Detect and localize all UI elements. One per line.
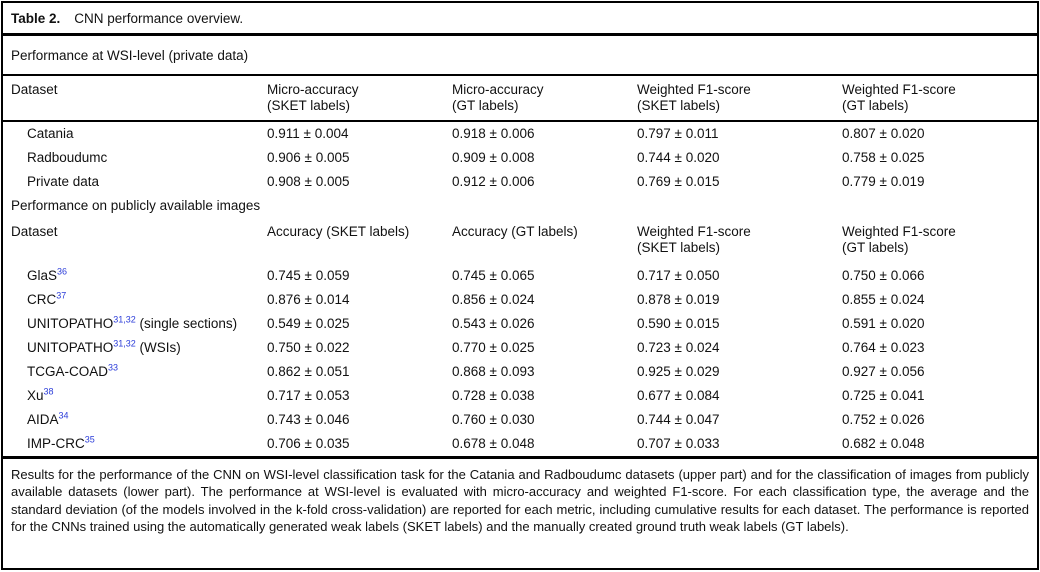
- section-heading-wsi: Performance at WSI-level (private data): [11, 47, 249, 63]
- value-cell: 0.911 ± 0.004: [267, 126, 349, 141]
- value-cell: 0.682 ± 0.048: [842, 436, 925, 451]
- value-cell: 0.862 ± 0.051: [267, 364, 350, 379]
- table-footnote: Results for the performance of the CNN on WSI-level classification task for the Catania and Radboudumc datasets (upper part) and for the classification of images from publicly available datasets (lower part). The performance at WSI-level is evaluated with micro-accuracy and weighted F1-score. For each classification type, the average and the standard deviation (of the models involved in the k-fold cross-validation) are reported for each metric, including cumulative results for each dataset. The performance is reported for the CNNs trained using the automatically generated weak labels (SKET labels) and the manually created ground truth weak labels (GT labels).: [11, 467, 1029, 535]
- dataset-name: IMP-CRC: [27, 436, 85, 451]
- value-cell: 0.744 ± 0.047: [637, 412, 720, 427]
- column-header-micro-accuracy-sket: [267, 76, 452, 121]
- value-cell: 0.707 ± 0.033: [637, 436, 720, 451]
- value-cell: 0.909 ± 0.008: [452, 150, 535, 165]
- table-title: [3, 3, 1037, 33]
- column-header-dataset: [3, 218, 267, 264]
- dataset-name-cell: [3, 121, 267, 146]
- section-heading-public: Performance on publicly available images: [11, 198, 261, 213]
- value-cell: 0.591 ± 0.020: [842, 316, 925, 331]
- column-header-micro-accuracy-gt: [452, 76, 637, 121]
- value-cell: 0.868 ± 0.093: [452, 364, 535, 379]
- column-header-line1: Micro-accuracy: [452, 82, 544, 97]
- column-header-line1: Weighted F1-score: [637, 82, 751, 97]
- table-row-unitopatho-wsis: [3, 336, 1037, 360]
- table-row-glas: [3, 264, 1037, 288]
- column-header-line2: (SKET labels): [637, 98, 721, 113]
- reference-superscript[interactable]: 35: [84, 434, 95, 445]
- table-row-radboudumc: [3, 146, 1037, 170]
- dataset-name-cell: [3, 432, 267, 456]
- value-cell: 0.856 ± 0.024: [452, 292, 535, 307]
- value-cell: 0.876 ± 0.014: [267, 292, 350, 307]
- column-header-line1: Micro-accuracy: [267, 82, 359, 97]
- reference-superscript[interactable]: 34: [58, 410, 69, 421]
- value-cell: 0.908 ± 0.005: [267, 174, 350, 189]
- value-cell: 0.878 ± 0.019: [637, 292, 720, 307]
- dataset-name-cell: [3, 264, 267, 288]
- table-caption: CNN performance overview.: [74, 10, 244, 26]
- section-heading-public-row: [3, 194, 1037, 218]
- reference-superscript[interactable]: 37: [56, 290, 67, 301]
- value-cell: 0.752 ± 0.026: [842, 412, 925, 427]
- column-header-accuracy-gt: [452, 218, 637, 264]
- dataset-name: UNITOPATHO: [27, 340, 114, 355]
- value-cell: 0.677 ± 0.084: [637, 388, 720, 403]
- dataset-name-cell: [3, 336, 267, 360]
- dataset-name: AIDA: [27, 412, 59, 427]
- value-cell: 0.758 ± 0.025: [842, 150, 925, 165]
- column-header-line1: Accuracy (GT labels): [452, 224, 578, 239]
- value-cell: 0.918 ± 0.006: [452, 126, 535, 141]
- value-cell: 0.725 ± 0.041: [842, 388, 925, 403]
- value-cell: 0.807 ± 0.020: [842, 126, 925, 141]
- table-row-imp-crc: [3, 432, 1037, 456]
- value-cell: 0.549 ± 0.025: [267, 316, 350, 331]
- dataset-name-cell: [3, 360, 267, 384]
- dataset-name: Radboudumc: [27, 150, 108, 165]
- column-header-weighted-f1-gt: [842, 76, 1037, 121]
- performance-table: [3, 76, 1037, 456]
- value-cell: 0.745 ± 0.059: [267, 268, 350, 283]
- dataset-name-suffix: (single sections): [135, 316, 238, 331]
- column-header-line2: (GT labels): [842, 98, 909, 113]
- value-cell: 0.750 ± 0.066: [842, 268, 925, 283]
- column-header-line1: Weighted F1-score: [842, 82, 956, 97]
- value-cell: 0.745 ± 0.065: [452, 268, 535, 283]
- table-row-catania: [3, 121, 1037, 146]
- column-header-line1: Dataset: [11, 82, 58, 97]
- dataset-name-cell: [3, 408, 267, 432]
- column-header-line2: (GT labels): [842, 240, 909, 255]
- dataset-name-cell: [3, 312, 267, 336]
- column-header-line1: Dataset: [11, 224, 58, 239]
- column-header-line2: (SKET labels): [637, 240, 721, 255]
- dataset-name: TCGA-COAD: [27, 364, 108, 379]
- table-frame: [1, 1, 1039, 570]
- dataset-name: UNITOPATHO: [27, 316, 114, 331]
- table-row-unitopatho-single: [3, 312, 1037, 336]
- column-header-accuracy-sket: [267, 218, 452, 264]
- table-header-row-public: [3, 218, 1037, 264]
- column-header-dataset: [3, 76, 267, 121]
- column-header-line2: (GT labels): [452, 98, 519, 113]
- value-cell: 0.925 ± 0.029: [637, 364, 720, 379]
- reference-superscript[interactable]: 31,32: [113, 314, 136, 325]
- value-cell: 0.723 ± 0.024: [637, 340, 720, 355]
- column-header-line1: Weighted F1-score: [842, 224, 956, 239]
- table-row-aida: [3, 408, 1037, 432]
- dataset-name: Private data: [27, 174, 100, 189]
- dataset-name: Xu: [27, 388, 44, 403]
- column-header-weighted-f1-sket: [637, 76, 842, 121]
- value-cell: 0.764 ± 0.023: [842, 340, 925, 355]
- value-cell: 0.797 ± 0.011: [637, 126, 719, 141]
- table-number: Table 2.: [11, 10, 61, 26]
- dataset-name-cell: [3, 170, 267, 194]
- value-cell: 0.779 ± 0.019: [842, 174, 925, 189]
- reference-superscript[interactable]: 38: [43, 386, 54, 397]
- reference-superscript[interactable]: 33: [108, 362, 119, 373]
- column-header-line1: Accuracy (SKET labels): [267, 224, 410, 239]
- value-cell: 0.770 ± 0.025: [452, 340, 535, 355]
- value-cell: 0.912 ± 0.006: [452, 174, 535, 189]
- value-cell: 0.717 ± 0.050: [637, 268, 720, 283]
- value-cell: 0.760 ± 0.030: [452, 412, 535, 427]
- value-cell: 0.678 ± 0.048: [452, 436, 535, 451]
- value-cell: 0.855 ± 0.024: [842, 292, 925, 307]
- dataset-name-cell: [3, 146, 267, 170]
- reference-superscript[interactable]: 31,32: [113, 338, 136, 349]
- value-cell: 0.728 ± 0.038: [452, 388, 535, 403]
- column-header-weighted-f1-sket: [637, 218, 842, 264]
- dataset-name-cell: [3, 384, 267, 408]
- reference-superscript[interactable]: 36: [57, 266, 68, 277]
- table-row-private-data: [3, 170, 1037, 194]
- column-header-line2: (SKET labels): [267, 98, 351, 113]
- value-cell: 0.590 ± 0.015: [637, 316, 720, 331]
- value-cell: 0.543 ± 0.026: [452, 316, 535, 331]
- value-cell: 0.743 ± 0.046: [267, 412, 350, 427]
- value-cell: 0.717 ± 0.053: [267, 388, 350, 403]
- dataset-name: CRC: [27, 292, 57, 307]
- value-cell: 0.744 ± 0.020: [637, 150, 720, 165]
- value-cell: 0.706 ± 0.035: [267, 436, 350, 451]
- table-row-crc: [3, 288, 1037, 312]
- value-cell: 0.750 ± 0.022: [267, 340, 350, 355]
- table-row-tcga-coad: [3, 360, 1037, 384]
- column-header-line1: Weighted F1-score: [637, 224, 751, 239]
- value-cell: 0.927 ± 0.056: [842, 364, 925, 379]
- dataset-name: GlaS: [27, 268, 58, 283]
- value-cell: 0.906 ± 0.005: [267, 150, 350, 165]
- value-cell: 0.769 ± 0.015: [637, 174, 720, 189]
- table-row-xu: [3, 384, 1037, 408]
- dataset-name: Catania: [27, 126, 74, 141]
- dataset-name-suffix: (WSIs): [135, 340, 181, 355]
- column-header-weighted-f1-gt: [842, 218, 1037, 264]
- dataset-name-cell: [3, 288, 267, 312]
- table-header-row-wsi: [3, 76, 1037, 121]
